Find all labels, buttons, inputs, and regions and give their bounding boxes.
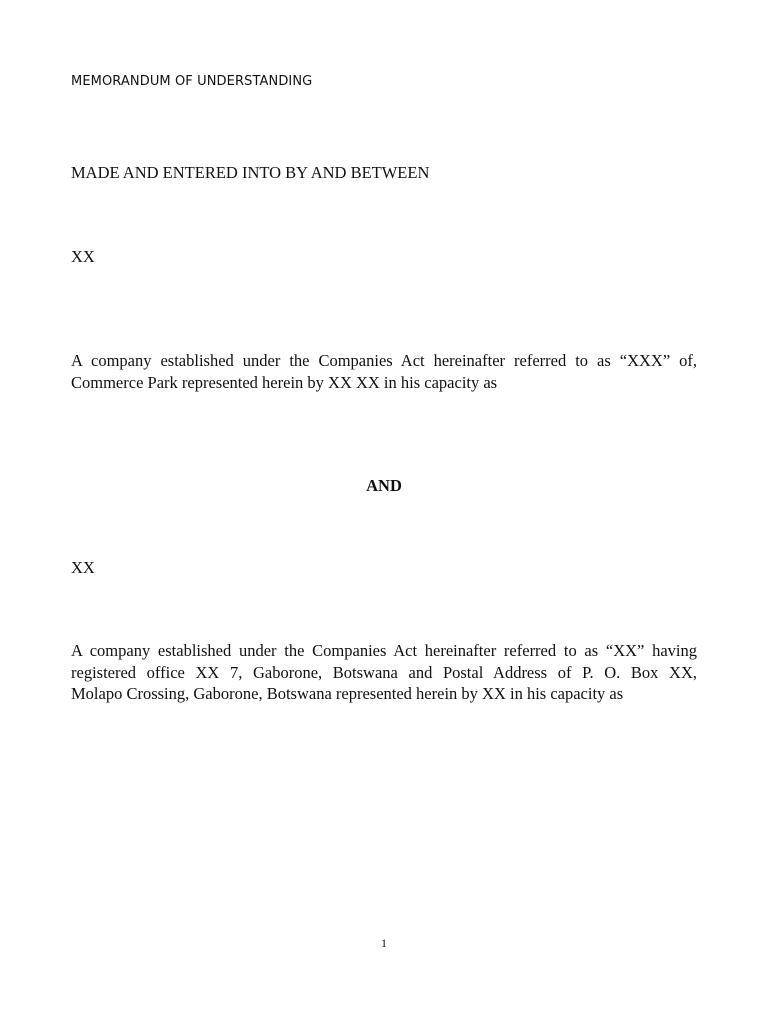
party-two-name: XX [71, 558, 95, 577]
party-one-name: XX [71, 247, 95, 266]
conjunction-heading: AND [366, 476, 402, 495]
party-one-line: Commerce Park represented herein by XX XX in his capacity as [71, 372, 498, 392]
party-one-description [71, 350, 697, 393]
document-subtitle: MADE AND ENTERED INTO BY AND BETWEEN [71, 163, 430, 182]
document-title: MEMORANDUM OF UNDERSTANDING [71, 74, 313, 89]
party-two-line: Molapo Crossing, Gaborone, Botswana represented herein by XX in his capacity as [71, 684, 624, 703]
page-number: 1 [381, 936, 387, 950]
party-two-line: registered office XX 7, Gaborone, Botswana and Postal Address of P. O. Box XX, [71, 662, 697, 682]
party-two-description [71, 640, 697, 705]
party-two-line: A company established under the Companies Act hereinafter referred to as “XX” having [71, 641, 697, 660]
party-one-line: A company established under the Companies Act hereinafter referred to as “XXX” of, [71, 351, 697, 370]
